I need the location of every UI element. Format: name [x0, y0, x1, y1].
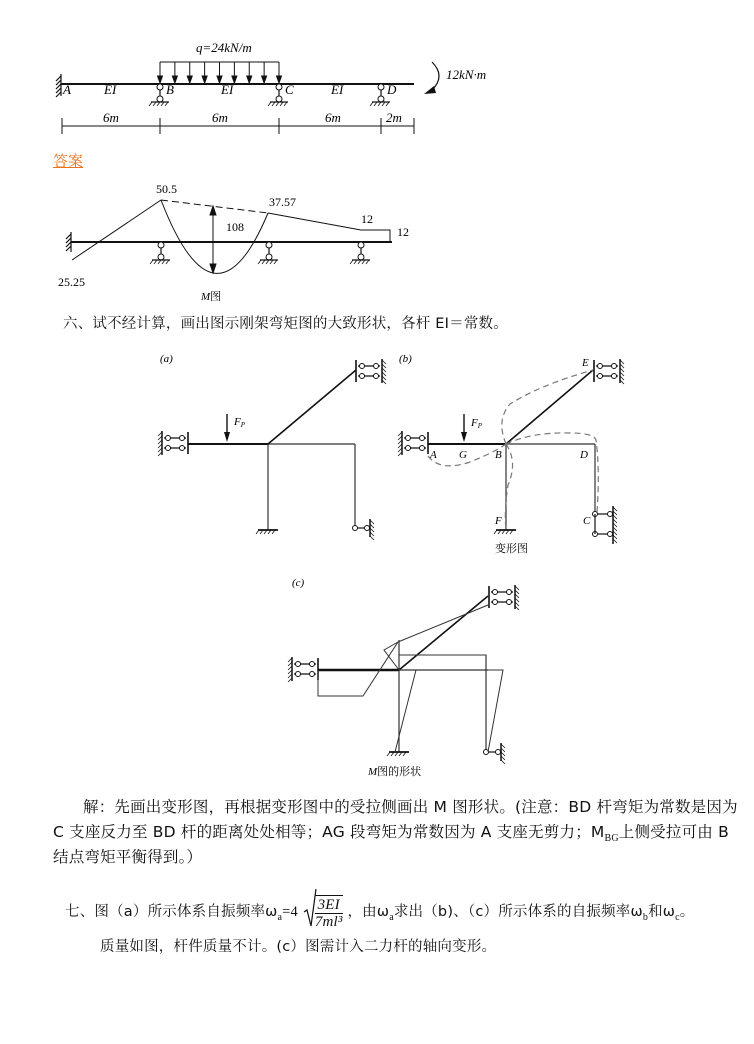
moment-shape — [318, 605, 503, 752]
answer-link[interactable]: 答案 — [53, 152, 84, 170]
moment-label: 12kN·m — [446, 67, 487, 82]
span-label: 2m — [386, 110, 402, 125]
node-label-d: D — [580, 449, 588, 461]
pin-link-support-icon — [484, 743, 506, 764]
question-6-title: 六、试不经计算，画出图示刚架弯矩图的大致形状，各杆 EI＝常数。 — [63, 316, 508, 332]
moment-value: 108 — [226, 220, 244, 234]
pin-link-support-icon — [353, 519, 375, 540]
diagonal-be — [399, 596, 488, 670]
node-label-b: B — [495, 449, 502, 461]
force-label: FP — [471, 417, 483, 430]
force-arrow-icon — [224, 414, 230, 442]
solution-line-1 — [83, 795, 738, 819]
subscript: BG — [604, 833, 619, 845]
deformed-shape — [428, 370, 598, 530]
moment-diagram-figure — [0, 165, 754, 310]
figure-label-c: (c) — [292, 577, 305, 589]
moment-value: 12 — [397, 225, 409, 239]
subscript: a — [277, 911, 283, 923]
guided-support-icon — [398, 431, 428, 456]
figure-caption: M图的形状 — [368, 765, 422, 778]
fraction — [315, 895, 343, 930]
node-label-e: E — [582, 357, 589, 369]
roller-support-icon — [150, 242, 170, 264]
guided-support-icon — [593, 506, 618, 544]
fraction-numerator: 3EI — [315, 897, 343, 914]
figure-label-a: (a) — [160, 353, 173, 365]
guided-support-icon — [356, 359, 386, 384]
subscript: c — [675, 911, 680, 923]
moment-value: 37.57 — [269, 195, 296, 209]
guided-support-icon — [288, 657, 318, 682]
node-label-f: F — [495, 515, 502, 527]
roller-support-icon — [258, 242, 278, 264]
q7-text: 七、图（a）所示体系自振频率ω — [65, 904, 278, 920]
roller-support-icon — [350, 242, 370, 264]
question-7-line-1 — [65, 888, 694, 936]
node-label-b: B — [166, 82, 174, 97]
span-label: 6m — [325, 110, 341, 125]
node-label-g: G — [459, 449, 467, 461]
frame-figure-a — [150, 345, 400, 540]
force-arrow-icon — [461, 414, 467, 442]
fraction-denominator: 7ml³ — [314, 913, 343, 930]
double-arrow-icon — [210, 206, 216, 273]
diagonal-be — [268, 370, 356, 444]
span-label: 6m — [212, 110, 228, 125]
guided-support-icon — [594, 359, 624, 384]
diagram-caption: M图 — [201, 290, 222, 303]
fixed-support-icon — [66, 232, 71, 252]
q7-text: 求出（b)、（c）所示体系的自振频率ω — [393, 904, 643, 920]
moment-value: 50.5 — [156, 182, 177, 196]
node-label-a: A — [63, 82, 71, 97]
solution-text: 结点弯矩平衡得到。） — [53, 848, 203, 866]
node-label-a: A — [430, 449, 437, 461]
solution-text: 解：先画出变形图，再根据变形图中的受拉侧画出 M 图形状。(注意：BD 杆弯矩为常数是因为 — [83, 798, 738, 816]
load-label: q=24kN/m — [196, 40, 252, 55]
guided-support-icon — [158, 431, 188, 456]
solution-line-3 — [53, 845, 202, 869]
moment-value: 25.25 — [58, 275, 85, 289]
fixed-base-icon — [494, 530, 516, 534]
distributed-load — [158, 62, 282, 83]
beam-problem-figure — [0, 0, 754, 145]
ei-label: EI — [221, 82, 234, 97]
node-label-c: C — [583, 515, 591, 527]
subscript: b — [642, 911, 649, 923]
q7-text: 和ω — [648, 904, 676, 920]
q7-text: 。 — [679, 904, 695, 920]
frame-figure-c — [280, 570, 520, 780]
moment-line-ab — [72, 200, 161, 260]
node-label-c: C — [285, 82, 294, 97]
fixed-support-icon — [56, 74, 61, 97]
fixed-base-icon — [256, 530, 278, 534]
question-7-line-2: 质量如图，杆件质量不计。(c）图需计入二力杆的轴向变形。 — [100, 939, 497, 955]
ei-label: EI — [104, 82, 117, 97]
q7-text: =4 — [282, 904, 298, 920]
node-label-d: D — [387, 82, 397, 97]
frame-figure-b — [395, 345, 635, 560]
figure-label-b: (b) — [399, 353, 412, 365]
solution-text: C 支座反力至 BD 杆的距离处处相等；AG 段弯矩为常数因为 A 支座无剪力；M — [53, 823, 605, 841]
force-label: FP — [234, 416, 246, 429]
subscript: a — [389, 911, 394, 923]
moment-value: 12 — [361, 212, 373, 226]
guided-support-icon — [489, 585, 519, 610]
moment-arrow-icon — [424, 62, 439, 94]
ei-label: EI — [331, 82, 344, 97]
span-label: 6m — [103, 110, 119, 125]
q7-text: ，由ω — [347, 904, 390, 920]
figure-caption: 变形图 — [495, 542, 528, 555]
solution-text: 上侧受拉可由 B — [618, 823, 729, 841]
fixed-base-icon — [387, 752, 409, 756]
